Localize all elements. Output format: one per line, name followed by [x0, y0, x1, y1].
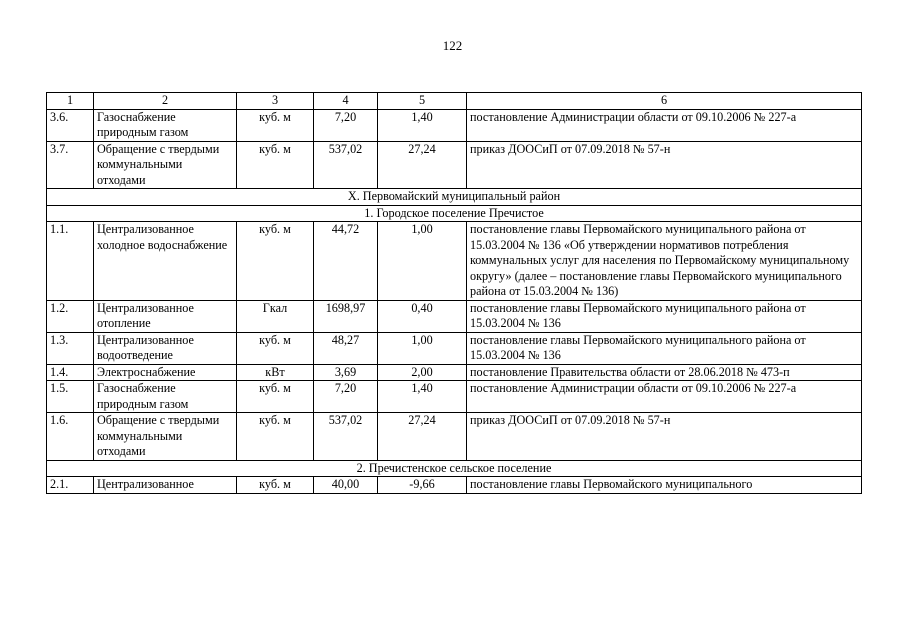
unit-cell: куб. м: [237, 109, 314, 141]
norm-cell: 537,02: [314, 141, 378, 189]
coefficient-cell: 27,24: [378, 413, 467, 461]
section-heading-row: [47, 189, 862, 206]
header-cell: 5: [378, 93, 467, 110]
table-row: [47, 364, 862, 381]
legal-basis-cell: приказ ДООСиП от 07.09.2018 № 57-н: [467, 141, 862, 189]
coefficient-cell: 1,00: [378, 332, 467, 364]
table-row: [47, 141, 862, 189]
header-cell: 4: [314, 93, 378, 110]
service-cell: Газоснабжение природным газом: [94, 381, 237, 413]
row-number-cell: 1.4.: [47, 364, 94, 381]
legal-basis-cell: постановление Администрации области от 09.10.2006 № 227-а: [467, 109, 862, 141]
service-cell: Централизованное холодное водоснабжение: [94, 222, 237, 301]
unit-cell: куб. м: [237, 413, 314, 461]
norm-cell: 44,72: [314, 222, 378, 301]
legal-basis-cell: постановление главы Первомайского муниципального района от 15.03.2004 № 136: [467, 332, 862, 364]
legal-basis-cell: постановление Администрации области от 09.10.2006 № 227-а: [467, 381, 862, 413]
coefficient-cell: 0,40: [378, 300, 467, 332]
table-row: [47, 332, 862, 364]
row-number-cell: 3.6.: [47, 109, 94, 141]
row-number-cell: 1.1.: [47, 222, 94, 301]
coefficient-cell: 2,00: [378, 364, 467, 381]
norm-cell: 537,02: [314, 413, 378, 461]
coefficient-cell: 1,00: [378, 222, 467, 301]
section-heading-row: [47, 205, 862, 222]
unit-cell: куб. м: [237, 332, 314, 364]
header-cell: 1: [47, 93, 94, 110]
section-heading: X. Первомайский муниципальный район: [47, 189, 862, 206]
unit-cell: куб. м: [237, 381, 314, 413]
section-heading: 1. Городское поселение Пречистое: [47, 205, 862, 222]
table-row: [47, 109, 862, 141]
row-number-cell: 1.3.: [47, 332, 94, 364]
unit-cell: Гкал: [237, 300, 314, 332]
header-cell: 2: [94, 93, 237, 110]
norm-cell: 48,27: [314, 332, 378, 364]
table-row: [47, 477, 862, 494]
legal-basis-cell: постановление Правительства области от 28.06.2018 № 473-п: [467, 364, 862, 381]
service-cell: Централизованное водоотведение: [94, 332, 237, 364]
row-number-cell: 1.5.: [47, 381, 94, 413]
header-cell: 6: [467, 93, 862, 110]
table-row: [47, 222, 862, 301]
section-heading-row: [47, 460, 862, 477]
row-number-cell: 1.2.: [47, 300, 94, 332]
coefficient-cell: 1,40: [378, 109, 467, 141]
table-header-row: [47, 93, 862, 110]
coefficient-cell: 27,24: [378, 141, 467, 189]
table-row: [47, 413, 862, 461]
coefficient-cell: 1,40: [378, 381, 467, 413]
unit-cell: кВт: [237, 364, 314, 381]
tariff-table: [46, 92, 862, 494]
norm-cell: 1698,97: [314, 300, 378, 332]
service-cell: Электроснабжение: [94, 364, 237, 381]
service-cell: Обращение с твердыми коммунальными отходами: [94, 413, 237, 461]
row-number-cell: 1.6.: [47, 413, 94, 461]
service-cell: Обращение с твердыми коммунальными отходами: [94, 141, 237, 189]
unit-cell: куб. м: [237, 141, 314, 189]
row-number-cell: 2.1.: [47, 477, 94, 494]
section-heading: 2. Пречистенское сельское поселение: [47, 460, 862, 477]
header-cell: 3: [237, 93, 314, 110]
norm-cell: 7,20: [314, 109, 378, 141]
legal-basis-cell: постановление главы Первомайского муниципального района от 15.03.2004 № 136 «Об утверждении нормативов потребления коммунальных услуг для населения по Первомайскому муниципальному округу» (далее – постановление главы Первомайского муниципального района от 15.03.2004 № 136): [467, 222, 862, 301]
row-number-cell: 3.7.: [47, 141, 94, 189]
legal-basis-cell: постановление главы Первомайского муниципального района от 15.03.2004 № 136: [467, 300, 862, 332]
norm-cell: 40,00: [314, 477, 378, 494]
service-cell: Централизованное: [94, 477, 237, 494]
legal-basis-cell: приказ ДООСиП от 07.09.2018 № 57-н: [467, 413, 862, 461]
legal-basis-cell: постановление главы Первомайского муниципального: [467, 477, 862, 494]
coefficient-cell: -9,66: [378, 477, 467, 494]
service-cell: Централизованное отопление: [94, 300, 237, 332]
unit-cell: куб. м: [237, 222, 314, 301]
table-row: [47, 381, 862, 413]
unit-cell: куб. м: [237, 477, 314, 494]
page-number: 122: [442, 38, 463, 53]
norm-cell: 3,69: [314, 364, 378, 381]
service-cell: Газоснабжение природным газом: [94, 109, 237, 141]
table-row: [47, 300, 862, 332]
norm-cell: 7,20: [314, 381, 378, 413]
